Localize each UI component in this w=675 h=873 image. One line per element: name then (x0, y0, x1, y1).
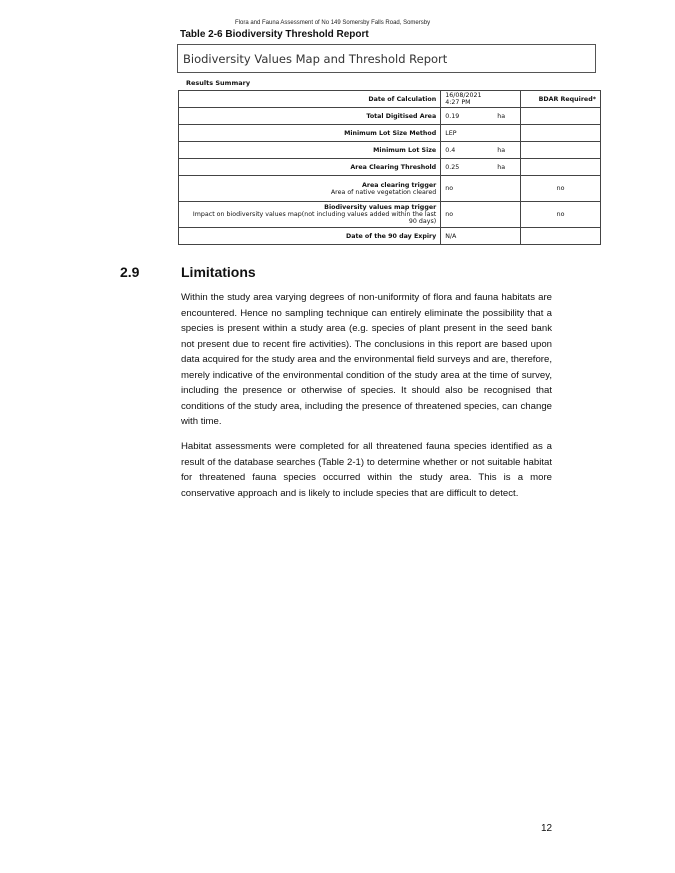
table-row (179, 91, 601, 108)
row-label-cell (179, 91, 441, 108)
row-extra-cell (521, 91, 601, 108)
limitations-paragraph: Within the study area varying degrees of non-uniformity of flora and fauna habitats are encountered. Hence no sampling technique can entirely eliminate the possibility that a species is present within a study area (e.g. species of plant present in the seed bank not present due to recent fire activities). The conclusions in this report are based upon data acquired for the study area and the environmental field surveys and are, therefore, merely indicative of the environmental condition of the study area at the time of survey, including the presence or otherwise of species. It should also be recognised that conditions of the study area, including the presence of threatened species, can change with time. (181, 292, 552, 427)
row-label-cell (179, 228, 441, 245)
report-title-box (177, 44, 596, 73)
row-value: 0.25 (445, 163, 460, 171)
row-label: Date of the 90 day Expiry (345, 232, 437, 240)
table-row (179, 176, 601, 202)
row-value-cell (441, 176, 521, 202)
row-label-cell (179, 159, 441, 176)
row-label: Biodiversity values map trigger (324, 204, 437, 211)
table-row (179, 125, 601, 142)
table-row (179, 142, 601, 159)
section-title: Limitations (181, 264, 256, 280)
habitat-assessment-paragraph: Habitat assessments were completed for all threatened fauna species identified as a result of the database searches (Table 2-1) to determine whether or not suitable habitat for threatened fauna species occurred within the study area. This is a more conservative approach and is likely to include species that are difficult to detect. (181, 441, 552, 499)
row-value: 16/08/2021 4:27 PM (445, 92, 482, 106)
row-value: no (445, 185, 454, 192)
row-label: Area clearing trigger (361, 181, 437, 189)
row-value-cell (441, 125, 521, 142)
row-value: N/A (445, 232, 457, 240)
table-caption: Table 2-6 Biodiversity Threshold Report (180, 29, 369, 40)
row-sublabel: Impact on biodiversity values map(not including values added within the last 90 days) (192, 211, 437, 225)
row-value: 0.4 (445, 146, 456, 154)
section-number: 2.9 (120, 264, 140, 280)
row-value-cell (441, 202, 521, 228)
row-extra-cell (521, 176, 601, 202)
row-unit: ha (497, 163, 506, 171)
row-label-cell (179, 125, 441, 142)
row-extra-cell (521, 159, 601, 176)
row-unit: ha (497, 146, 506, 154)
row-extra-cell (521, 108, 601, 125)
row-value: LEP (445, 129, 457, 137)
row-extra-cell (521, 125, 601, 142)
row-label-cell (179, 176, 441, 202)
table-row (179, 159, 601, 176)
row-sublabel: Area of native vegetation cleared (330, 188, 437, 196)
row-label: Minimum Lot Size Method (344, 129, 437, 137)
report-title: Biodiversity Values Map and Threshold Report (183, 52, 448, 66)
row-label: Total Digitised Area (366, 112, 437, 120)
row-value: 0.19 (445, 112, 460, 120)
threshold-results-table (178, 90, 601, 245)
row-extra-cell (521, 202, 601, 228)
row-extra: no (556, 185, 565, 192)
row-extra-cell (521, 228, 601, 245)
bdar-required-header: BDAR Required* (538, 95, 596, 103)
table-row (179, 108, 601, 125)
row-extra: no (556, 211, 565, 218)
row-label-cell (179, 142, 441, 159)
running-header: Flora and Fauna Assessment of No 149 Somersby Falls Road, Somersby (235, 20, 431, 26)
results-summary-heading: Results Summary (186, 79, 251, 87)
row-label: Area Clearing Threshold (350, 163, 437, 171)
row-value-cell (441, 142, 521, 159)
row-label: Minimum Lot Size (373, 146, 437, 154)
row-unit: ha (497, 112, 506, 120)
row-value-cell (441, 91, 521, 108)
row-label-cell (179, 202, 441, 228)
row-extra-cell (521, 142, 601, 159)
row-value: no (445, 211, 454, 218)
row-value-cell (441, 228, 521, 245)
row-label: Date of Calculation (368, 95, 437, 103)
row-value-cell (441, 159, 521, 176)
row-label-cell (179, 108, 441, 125)
table-row (179, 228, 601, 245)
table-row (179, 202, 601, 228)
page-number: 12 (541, 823, 553, 834)
row-value-cell (441, 108, 521, 125)
